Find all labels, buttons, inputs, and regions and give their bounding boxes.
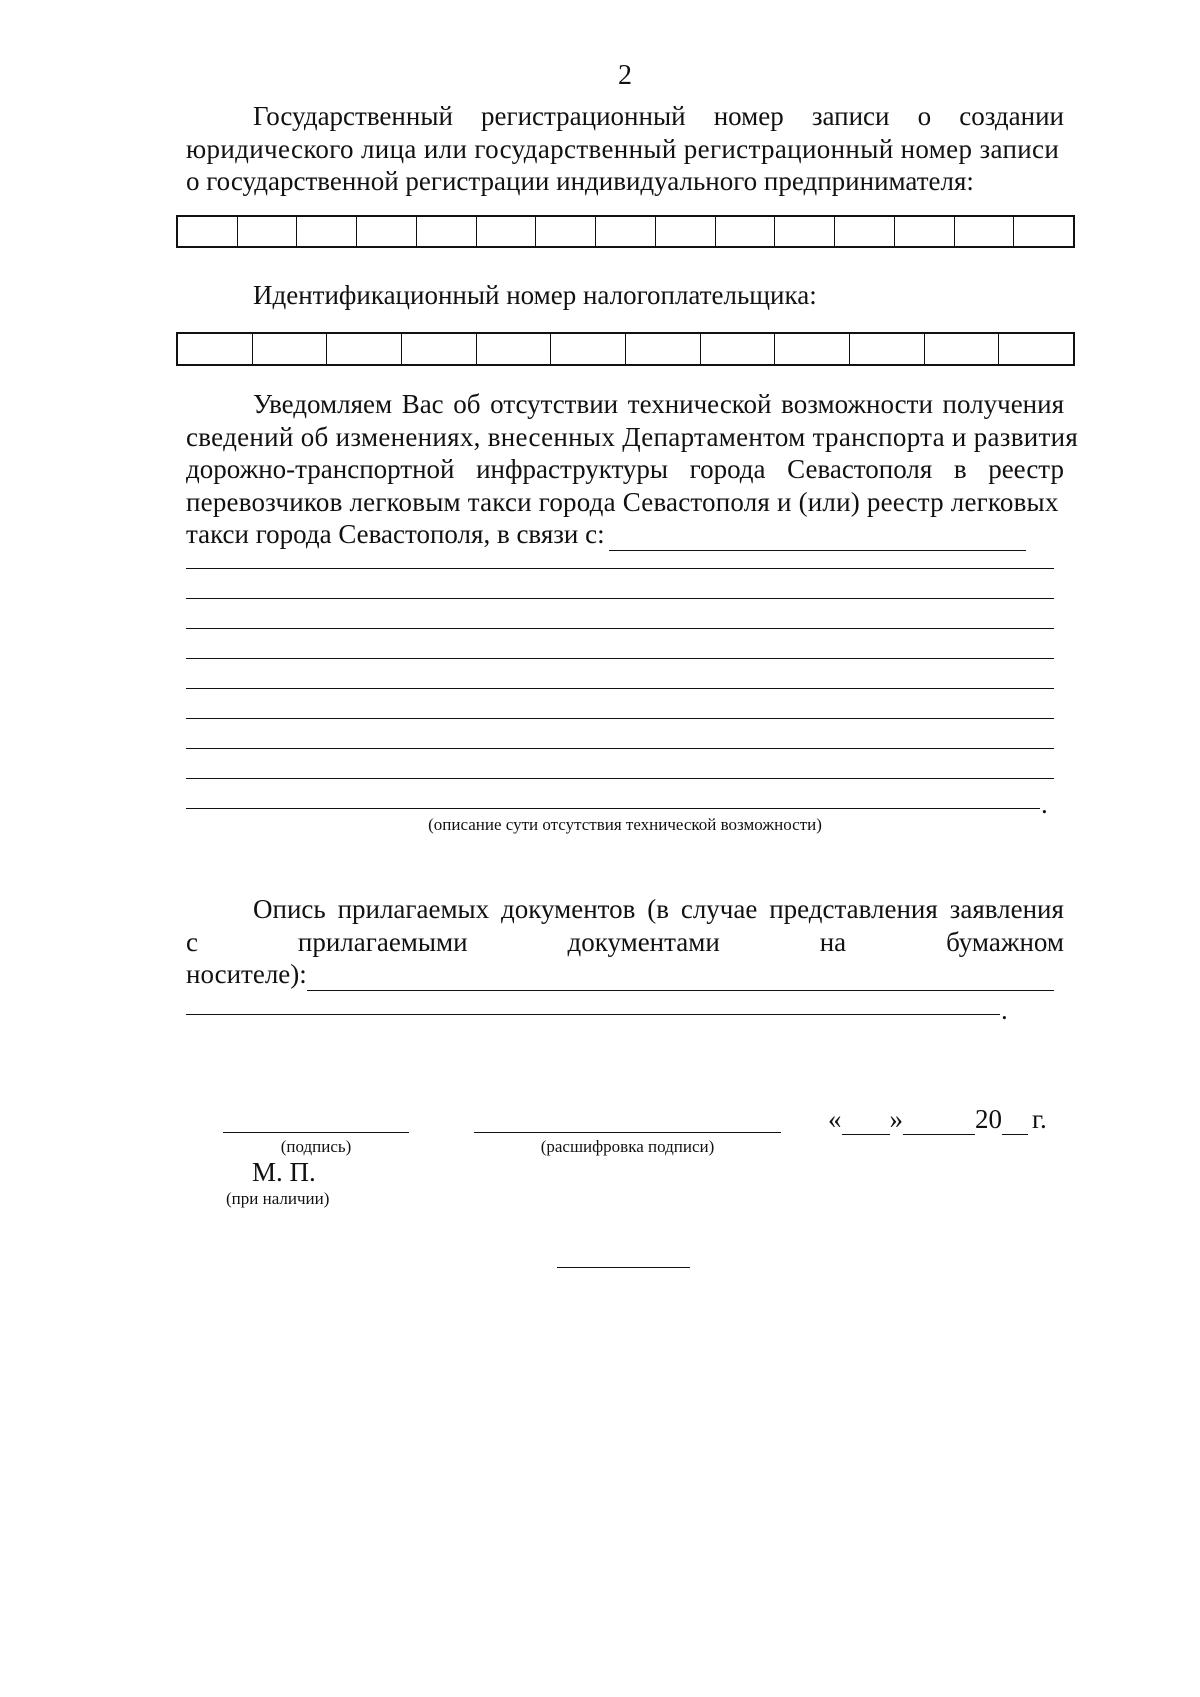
word: номер — [713, 101, 784, 131]
stamp-note: (при наличии) — [226, 1189, 330, 1208]
notice-line-2: сведений об изменениях, внесенных Департаментом транспорта и развития — [186, 421, 1079, 452]
date-year-blank[interactable] — [1002, 1112, 1028, 1135]
reason-line[interactable] — [186, 598, 1054, 599]
word: бумажном — [946, 926, 1064, 957]
word: Вас — [401, 389, 444, 419]
digit-cell[interactable] — [775, 334, 850, 364]
digit-cell[interactable] — [536, 217, 596, 246]
digit-cell[interactable] — [417, 217, 477, 246]
digit-cell[interactable] — [477, 334, 552, 364]
word: на — [819, 926, 847, 957]
date-field — [828, 1104, 1047, 1135]
reason-line[interactable] — [186, 718, 1054, 719]
word: с — [186, 926, 198, 957]
signature-decode-caption: (расшифровка подписи) — [540, 1137, 715, 1156]
date-close-quote: » — [889, 1104, 903, 1134]
word: документов — [501, 894, 636, 924]
word: случае — [680, 894, 758, 924]
attachments-line[interactable] — [186, 1014, 1000, 1015]
word: о — [917, 101, 932, 131]
inn-input-cells[interactable] — [176, 332, 1075, 366]
reason-line[interactable] — [186, 658, 1054, 659]
word: технической — [627, 389, 772, 419]
digit-cell[interactable] — [895, 217, 955, 246]
digit-cell[interactable] — [238, 217, 298, 246]
reason-end-dot: . — [1041, 789, 1048, 819]
attachments-line-2 — [186, 926, 1064, 959]
ogrn-line-3: о государственной регистрации индивидуального предпринимателя: — [186, 166, 974, 196]
attachments-paragraph — [186, 893, 1064, 991]
digit-cell[interactable] — [626, 334, 701, 364]
reason-line[interactable] — [186, 778, 1054, 779]
date-year-suffix: г. — [1032, 1104, 1047, 1134]
reason-line[interactable] — [186, 808, 1040, 809]
digit-cell[interactable] — [253, 334, 328, 364]
digit-cell[interactable] — [357, 217, 417, 246]
notice-paragraph — [186, 388, 1079, 551]
attachments-line-3 — [186, 958, 1054, 991]
word: (в — [647, 894, 669, 924]
word: Государственный — [253, 101, 453, 131]
word: реестр — [988, 454, 1064, 484]
digit-cell[interactable] — [596, 217, 656, 246]
word: документами — [567, 926, 720, 957]
page-number: 2 — [618, 60, 632, 91]
ogrn-paragraph — [186, 100, 1064, 198]
attachments-field-inline[interactable] — [307, 966, 1054, 991]
digit-cell[interactable] — [716, 217, 776, 246]
word: города — [689, 454, 766, 484]
ogrn-line-2: юридического лица или государственный регистрационный номер записи — [186, 133, 1060, 164]
word: получения — [942, 389, 1064, 419]
word: отсутствии — [490, 389, 619, 419]
word: прилагаемых — [337, 894, 490, 924]
notice-line-5-text: такси города Севастополя, в связи с: — [186, 519, 605, 549]
notice-line-3 — [186, 453, 1064, 486]
attachments-end-dot: . — [1001, 995, 1008, 1025]
digit-cell[interactable] — [551, 334, 626, 364]
word: заявления — [949, 894, 1064, 924]
notice-line-5 — [186, 518, 1026, 551]
digit-cell[interactable] — [850, 334, 925, 364]
word: инфраструктуры — [476, 454, 669, 484]
word: Севастополя — [787, 454, 933, 484]
digit-cell[interactable] — [835, 217, 895, 246]
digit-cell[interactable] — [656, 217, 716, 246]
reason-field-inline[interactable] — [609, 526, 1026, 551]
digit-cell[interactable] — [701, 334, 776, 364]
ogrn-line-1 — [186, 100, 1064, 133]
end-separator — [557, 1267, 690, 1268]
word: создании — [959, 101, 1064, 131]
digit-cell[interactable] — [297, 217, 357, 246]
reason-line[interactable] — [186, 688, 1054, 689]
digit-cell[interactable] — [402, 334, 477, 364]
stamp-label: М. П. — [252, 1157, 316, 1187]
date-open-quote: « — [828, 1104, 842, 1134]
digit-cell[interactable] — [925, 334, 1000, 364]
ogrn-input-cells[interactable] — [176, 215, 1075, 248]
word: возможности — [781, 389, 933, 419]
attachments-line-1 — [186, 893, 1064, 926]
word: Опись — [253, 894, 326, 924]
reason-line[interactable] — [186, 748, 1054, 749]
signature-decode-line[interactable] — [474, 1132, 781, 1133]
digit-cell[interactable] — [477, 217, 537, 246]
word: Уведомляем — [253, 389, 393, 419]
word: об — [453, 389, 481, 419]
digit-cell[interactable] — [178, 334, 253, 364]
date-year-prefix: 20 — [975, 1104, 1002, 1134]
digit-cell[interactable] — [775, 217, 835, 246]
digit-cell[interactable] — [999, 334, 1073, 364]
inn-label: Идентификационный номер налогоплательщика: — [253, 280, 817, 310]
attachments-line-3-label: носителе): — [186, 959, 307, 989]
notice-line-1 — [186, 388, 1064, 421]
reason-line[interactable] — [186, 628, 1054, 629]
reason-line[interactable] — [186, 568, 1054, 569]
word: дорожно-транспортной — [186, 454, 455, 484]
digit-cell[interactable] — [955, 217, 1015, 246]
date-day-blank[interactable] — [842, 1112, 890, 1135]
digit-cell[interactable] — [178, 217, 238, 246]
word: прилагаемыми — [297, 926, 468, 957]
date-month-blank[interactable] — [903, 1112, 975, 1135]
signature-caption: (подпись) — [280, 1137, 352, 1156]
notice-line-4: перевозчиков легковым такси города Севастополя и (или) реестр легковых — [186, 486, 1059, 517]
digit-cell[interactable] — [1014, 217, 1073, 246]
word: в — [953, 454, 967, 484]
digit-cell[interactable] — [327, 334, 402, 364]
word: регистрационный — [481, 101, 686, 131]
word: представления — [769, 894, 938, 924]
reason-caption: (описание сути отсутствия технической возможности) — [428, 815, 822, 834]
signature-line[interactable] — [223, 1132, 409, 1133]
word: записи — [811, 101, 890, 131]
